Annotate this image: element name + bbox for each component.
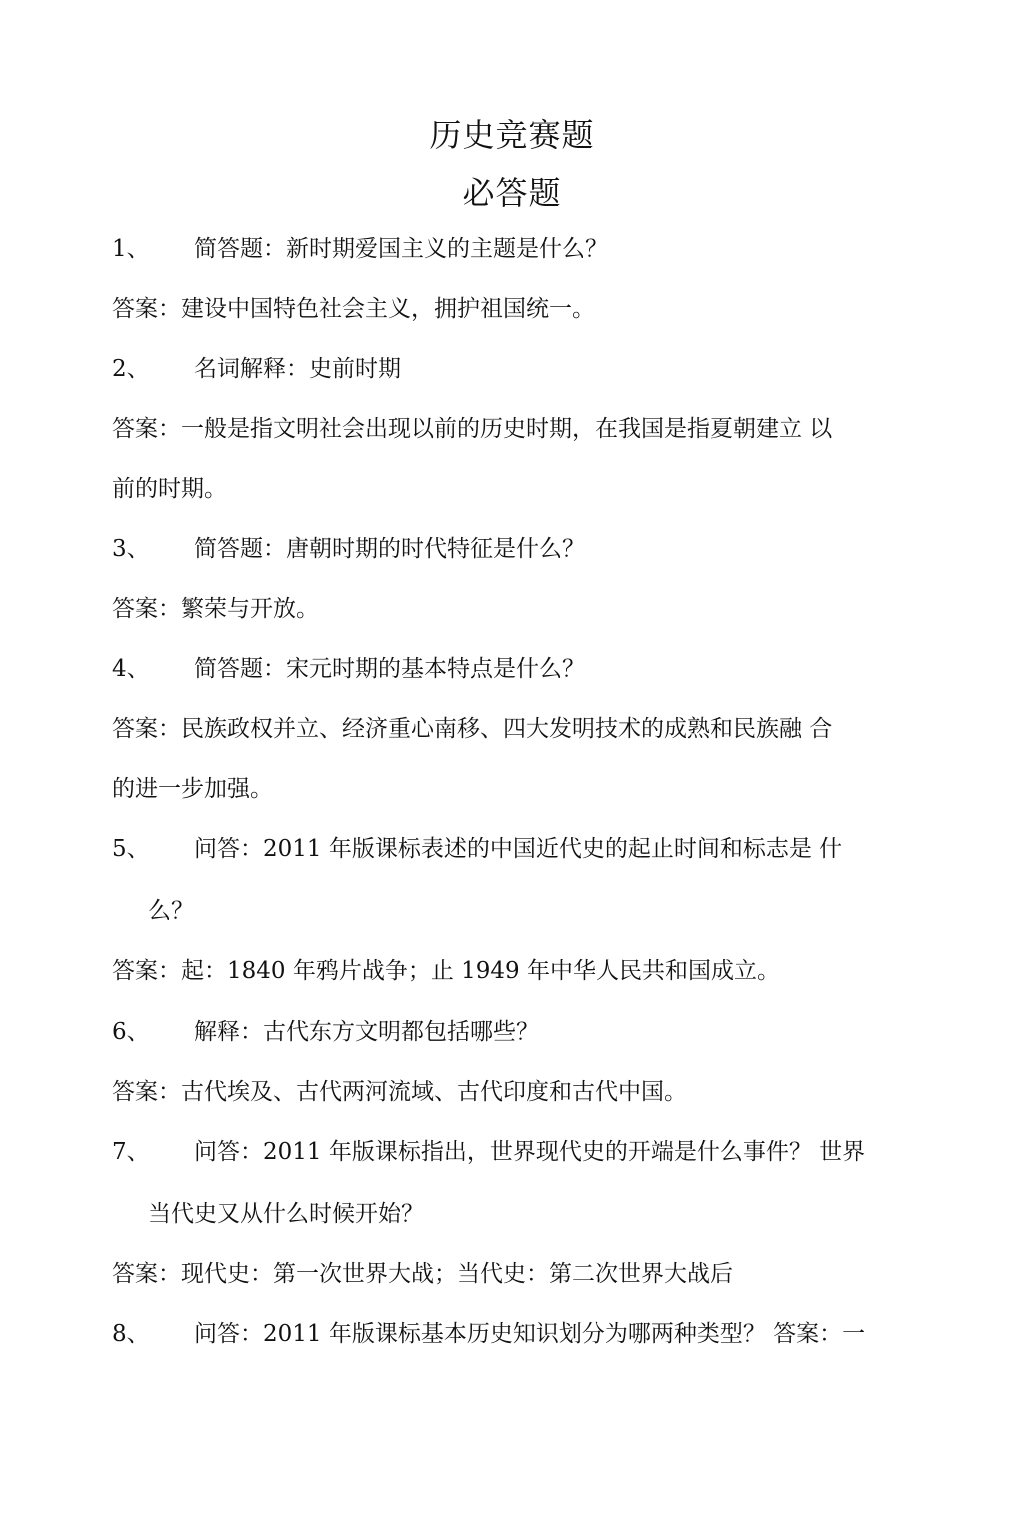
question-2 [112,354,401,384]
answer-7: 答案：现代史：第一次世界大战；当代史：第二次世界大战后 [112,1261,733,1287]
question-number: 5、 [112,836,150,862]
question-7-line-1 [112,1137,865,1167]
question-7-line-2: 当代史又从什么时候开始？ [148,1201,424,1227]
answer-2-line-1: 答案：一般是指文明社会出现以前的历史时期，在我国是指夏朝建立 以 [112,416,833,442]
question-text: 简答题：宋元时期的基本特点是什么？ [194,656,585,682]
section-subtitle: 必答题 [462,174,562,212]
answer-5: 答案：起：1840 年鸦片战争；止 1949 年中华人民共和国成立。 [112,958,780,984]
question-6 [112,1017,539,1047]
question-5-line-1 [112,834,842,864]
question-text: 简答题：唐朝时期的时代特征是什么？ [194,536,585,562]
question-number: 1、 [112,236,150,262]
question-number: 7、 [112,1139,150,1165]
question-3 [112,534,585,564]
question-text: 简答题：新时期爱国主义的主题是什么？ [194,236,608,262]
question-text: 问答：2011 年版课标表述的中国近代史的起止时间和标志是 什 [194,836,843,862]
question-text: 解释：古代东方文明都包括哪些？ [194,1019,539,1045]
answer-1: 答案：建设中国特色社会主义，拥护祖国统一。 [112,296,595,322]
question-number: 8、 [112,1321,150,1347]
answer-2-line-2: 前的时期。 [112,476,227,502]
question-text: 名词解释：史前时期 [194,356,401,382]
answer-6: 答案：古代埃及、古代两河流域、古代印度和古代中国。 [112,1079,687,1105]
question-number: 6、 [112,1019,150,1045]
question-8 [112,1319,865,1349]
answer-4-line-1: 答案：民族政权并立、经济重心南移、四大发明技术的成熟和民族融 合 [112,716,833,742]
answer-4-line-2: 的进一步加强。 [112,776,273,802]
document-title: 历史竞赛题 [429,116,595,154]
question-1 [112,234,608,264]
question-4 [112,654,585,684]
question-number: 4、 [112,656,150,682]
answer-3: 答案：繁荣与开放。 [112,596,319,622]
question-number: 2、 [112,356,150,382]
question-number: 3、 [112,536,150,562]
question-text: 问答：2011 年版课标基本历史知识划分为哪两种类型？ 答案：一 [194,1321,866,1347]
question-text: 问答：2011 年版课标指出，世界现代史的开端是什么事件？ 世界 [194,1139,866,1165]
question-5-line-2: 么？ [148,898,194,924]
